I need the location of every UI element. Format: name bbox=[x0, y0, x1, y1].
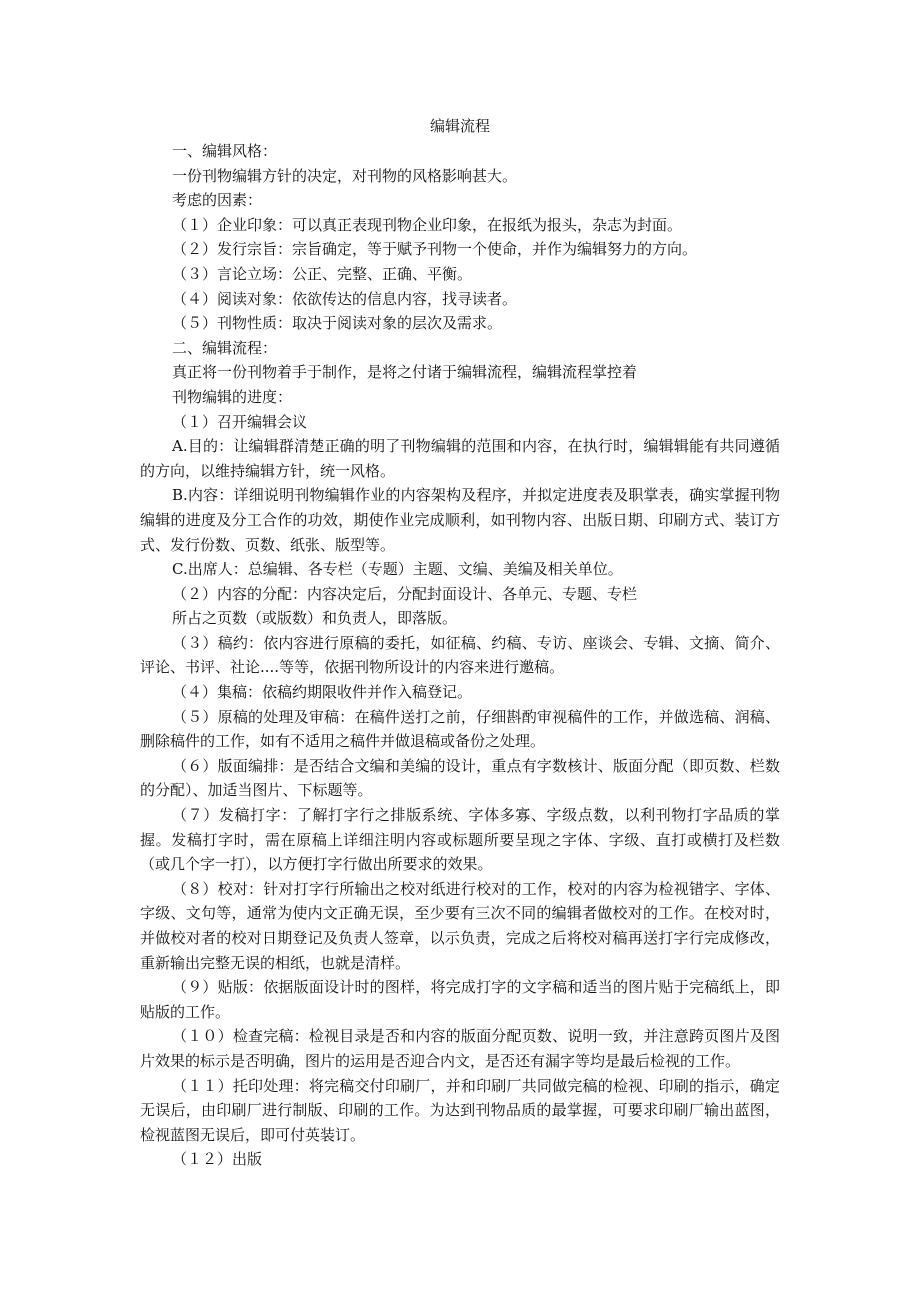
list-item: （１０）检查完稿：检视目录是否和内容的版面分配页数、说明一致，并注意跨页图片及图片效果的标示是否明确，图片的运用是否迎合内文，是否还有漏字等均是最后检视的工作。 bbox=[140, 1027, 780, 1070]
list-item: （５）刊物性质：取决于阅读对象的层次及需求。 bbox=[172, 314, 503, 333]
paragraph: C.出席人：总编辑、各专栏（专题）主题、文编、美编及相关单位。 bbox=[172, 560, 623, 579]
list-item: （２）发行宗旨：宗旨确定，等于赋予刊物一个使命，并作为编辑努力的方向。 bbox=[172, 240, 698, 259]
list-item: （８）校对：针对打字行所输出之校对纸进行校对的工作，校对的内容为检视错字、字体、字级、文句等，通常为使内文正确无误，至少要有三次不同的编辑者做校对的工作。在校对时，并做校对者的校对日期登记及负责人签章，以示负责，完成之后将校对稿再送打字行完成修改，重新输出完整无误的相纸，也就是清样。 bbox=[140, 879, 780, 972]
list-item: （２）内容的分配：内容决定后，分配封面设计、各单元、专题、专栏 bbox=[172, 584, 638, 603]
paragraph: 考虑的因素： bbox=[172, 191, 263, 210]
list-item: （１１）托印处理：将完稿交付印刷厂，并和印刷厂共同做完稿的检视、印刷的指示，确定无误后，由印刷厂进行制版、印刷的工作。为达到刊物品质的最掌握，可要求印刷厂输出蓝图，检视蓝图无误后，即可付英装订。 bbox=[140, 1076, 780, 1144]
paragraph: 所占之页数（或版数）和负责人，即落版。 bbox=[172, 609, 458, 628]
list-item: （５）原稿的处理及审稿：在稿件送打之前，仔细斟酌审视稿件的工作，并做选稿、润稿、删除稿件的工作，如有不适用之稿件并做退稿或备份之处理。 bbox=[140, 707, 780, 751]
document-title: 编辑流程 bbox=[429, 117, 490, 135]
paragraph: 刊物编辑的进度： bbox=[172, 387, 293, 406]
list-item: （７）发稿打字：了解打字行之排版系统、字体多寡、字级点数，以利刊物打字品质的掌握。发稿打字时，需在原稿上详细注明内容或标题所要呈现之字体、字级、直打或横打及栏数（或几个字一打），以方便打字行做出所要求的效果。 bbox=[140, 806, 780, 874]
paragraph: 一份刊物编辑方针的决定，对刊物的风格影响甚大。 bbox=[172, 166, 518, 185]
list-item: （１）召开编辑会议 bbox=[172, 412, 308, 431]
paragraph: 真正将一份刊物着手于制作，是将之付诸于编辑流程，编辑流程掌控着 bbox=[172, 363, 638, 382]
list-item: （１）企业印象：可以真正表现刊物企业印象，在报纸为报头，杂志为封面。 bbox=[172, 215, 683, 234]
list-item: （３）言论立场：公正、完整、正确、平衡。 bbox=[172, 264, 473, 283]
document-body bbox=[140, 139, 780, 1172]
paragraph: B.内容：详细说明刊物编辑作业的内容架构及程序，并拟定进度表及职掌表，确实掌握刊物编辑的进度及分工合作的功效，期使作业完成顺利，如刊物内容、出版日期、印刷方式、装订方式、发行份数、页数、纸张、版型等。 bbox=[140, 486, 780, 554]
list-item: （４）阅读对象：依欲传达的信息内容，找寻读者。 bbox=[172, 289, 518, 308]
section-heading: 二、编辑流程： bbox=[172, 338, 278, 357]
list-item: （３）稿约：依内容进行原稿的委托，如征稿、约稿、专访、座谈会、专辑、文摘、简介、评论、书评、社论....等等，依据刊物所设计的内容来进行邀稿。 bbox=[140, 633, 780, 677]
section-heading: 一、编辑风格： bbox=[172, 142, 278, 160]
list-item: （１２）出版 bbox=[172, 1150, 263, 1169]
list-item: （４）集稿：依稿约期限收件并作入稿登记。 bbox=[172, 683, 473, 702]
list-item: （６）版面编排：是否结合文编和美编的设计，重点有字数核计、版面分配（即页数、栏数的分配）、加适当图片、下标题等。 bbox=[140, 756, 780, 800]
paragraph: A.目的：让编辑群清楚正确的明了刊物编辑的范围和内容，在执行时，编辑辑能有共同遵循的方向，以维持编辑方针，统一风格。 bbox=[140, 437, 780, 480]
list-item: （９）贴版：依据版面设计时的图样，将完成打字的文字稿和适当的图片贴于完稿纸上，即贴版的工作。 bbox=[140, 978, 780, 1021]
